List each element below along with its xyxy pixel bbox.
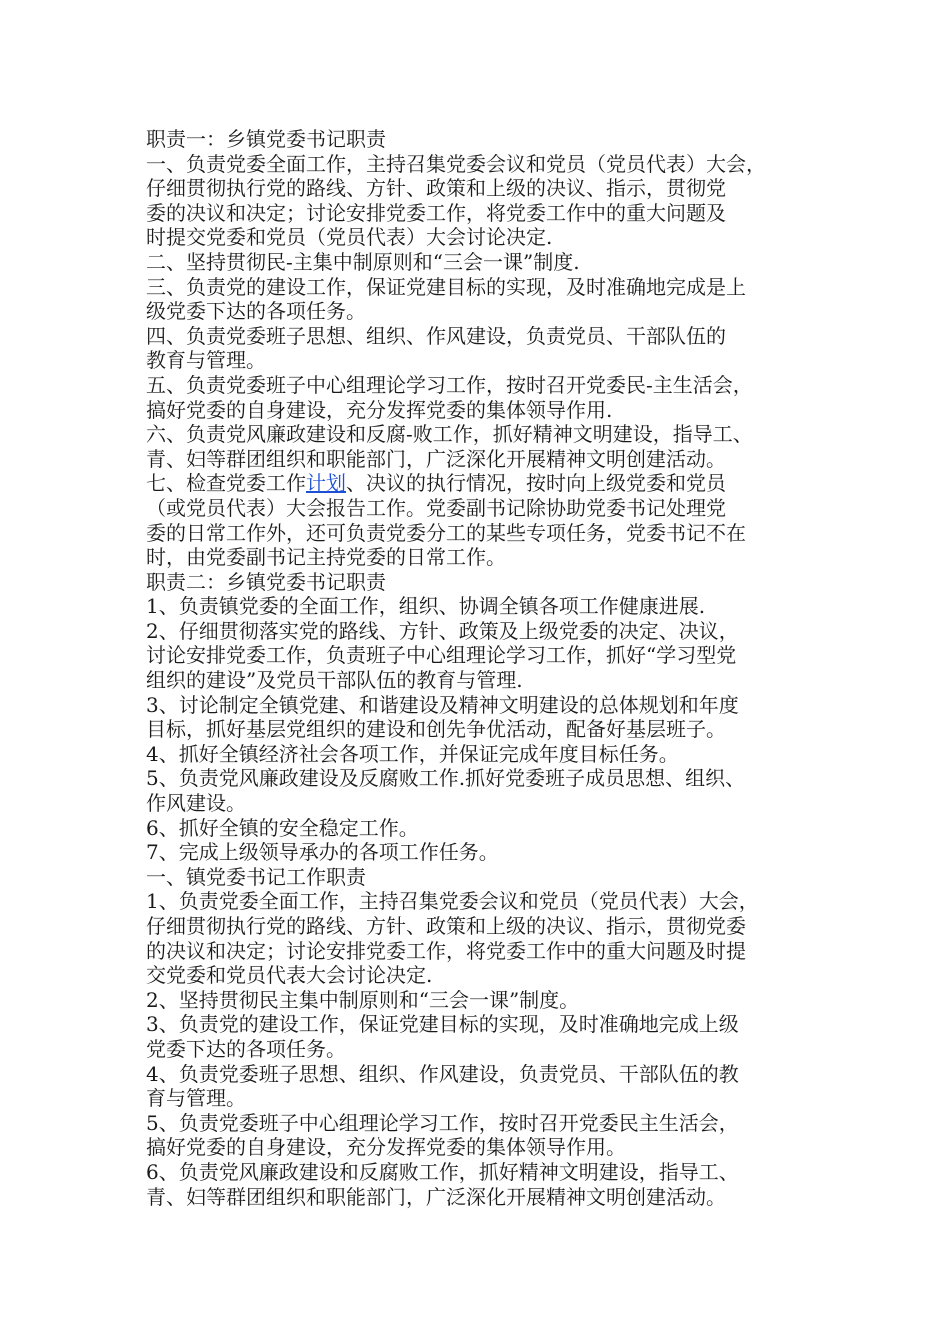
text-line: 委的日常工作外，还可负责党委分工的某些专项任务，党委书记不在 [146,520,746,545]
text-line: 仔细贯彻执行党的路线、方针、政策和上级的决议、指示，贯彻党 [146,176,726,201]
text-line: 青、妇等群团组织和职能部门，广泛深化开展精神文明创建活动。 [146,446,726,471]
text-line: 一、负责党委全面工作，主持召集党委会议和党员（党员代表）大会， [146,151,766,176]
text-line: （或党员代表）大会报告工作。党委副书记除协助党委书记处理党 [146,495,726,520]
text-line [146,471,836,496]
text-line: 职责二：乡镇党委书记职责 [146,569,386,594]
text-line: 7、完成上级领导承办的各项工作任务。 [146,840,499,865]
text-line: 一、镇党委书记工作职责 [146,864,366,889]
text-line: 三、负责党的建设工作，保证党建目标的实现，及时准确地完成是上 [146,274,746,299]
text-line: 青、妇等群团组织和职能部门，广泛深化开展精神文明创建活动。 [146,1184,726,1209]
text-line: 2、坚持贯彻民主集中制原则和“三会一课”制度。 [146,987,580,1012]
text-line: 五、负责党委班子中心组理论学习工作，按时召开党委民-主生活会， [146,372,753,397]
text-line: 4、负责党委班子思想、组织、作风建设，负责党员、干部队伍的教 [146,1061,739,1086]
text-line: 组织的建设”及党员干部队伍的教育与管理. [146,668,523,693]
text-line: 委的决议和决定；讨论安排党委工作，将党委工作中的重大问题及 [146,200,726,225]
text-line: 四、负责党委班子思想、组织、作风建设，负责党员、干部队伍的 [146,323,726,348]
text-line: 交党委和党员代表大会讨论决定. [146,963,433,988]
text-line: 育与管理。 [146,1086,246,1111]
text-line: 教育与管理。 [146,348,266,373]
text-line: 时，由党委副书记主持党委的日常工作。 [146,545,506,570]
text-line: 6、抓好全镇的安全稳定工作。 [146,815,419,840]
text-line: 时提交党委和党员（党员代表）大会讨论决定. [146,225,553,250]
text-line: 搞好党委的自身建设，充分发挥党委的集体领导作用. [146,397,613,422]
text-line: 4、抓好全镇经济社会各项工作，并保证完成年度目标任务。 [146,741,679,766]
text-line: 6、负责党风廉政建设和反腐败工作，抓好精神文明建设，指导工、 [146,1159,739,1184]
text-line: 3、讨论制定全镇党建、和谐建设及精神文明建设的总体规划和年度 [146,692,739,717]
text-line: 的决议和决定；讨论安排党委工作，将党委工作中的重大问题及时提 [146,938,746,963]
text-line: 仔细贯彻执行党的路线、方针、政策和上级的决议、指示，贯彻党委 [146,914,746,938]
text-line: 5、负责党风廉政建设及反腐败工作.抓好党委班子成员思想、组织、 [146,766,746,791]
text-line: 二、坚持贯彻民-主集中制原则和“三会一课”制度. [146,249,580,274]
text-line: 3、负责党的建设工作，保证党建目标的实现，及时准确地完成上级 [146,1012,739,1037]
document-body [146,127,836,1209]
text-line: 搞好党委的自身建设，充分发挥党委的集体领导作用。 [146,1135,626,1160]
text-line: 讨论安排党委工作，负责班子中心组理论学习工作，抓好“学习型党 [146,643,737,668]
text-line: 作风建设。 [146,791,246,816]
text-line: 1、负责镇党委的全面工作，组织、协调全镇各项工作健康进展. [146,594,706,619]
text-line: 5、负责党委班子中心组理论学习工作，按时召开党委民主生活会， [146,1110,739,1135]
plan-link[interactable]: 计划 [306,471,346,496]
text-segment: 、决议的执行情况，按时向上级党委和党员 [346,471,726,496]
text-line: 级党委下达的各项任务。 [146,299,366,324]
text-line: 目标，抓好基层党组织的建设和创先争优活动，配备好基层班子。 [146,717,726,742]
text-line: 2、仔细贯彻落实党的路线、方针、政策及上级党委的决定、决议， [146,618,739,643]
text-segment: 七、检查党委工作 [146,471,306,496]
text-line: 六、负责党风廉政建设和反腐-败工作，抓好精神文明建设，指导工、 [146,422,753,447]
text-line: 党委下达的各项任务。 [146,1036,346,1061]
text-line: 职责一：乡镇党委书记职责 [146,127,386,151]
text-line: 1、负责党委全面工作，主持召集党委会议和党员（党员代表）大会， [146,889,759,914]
